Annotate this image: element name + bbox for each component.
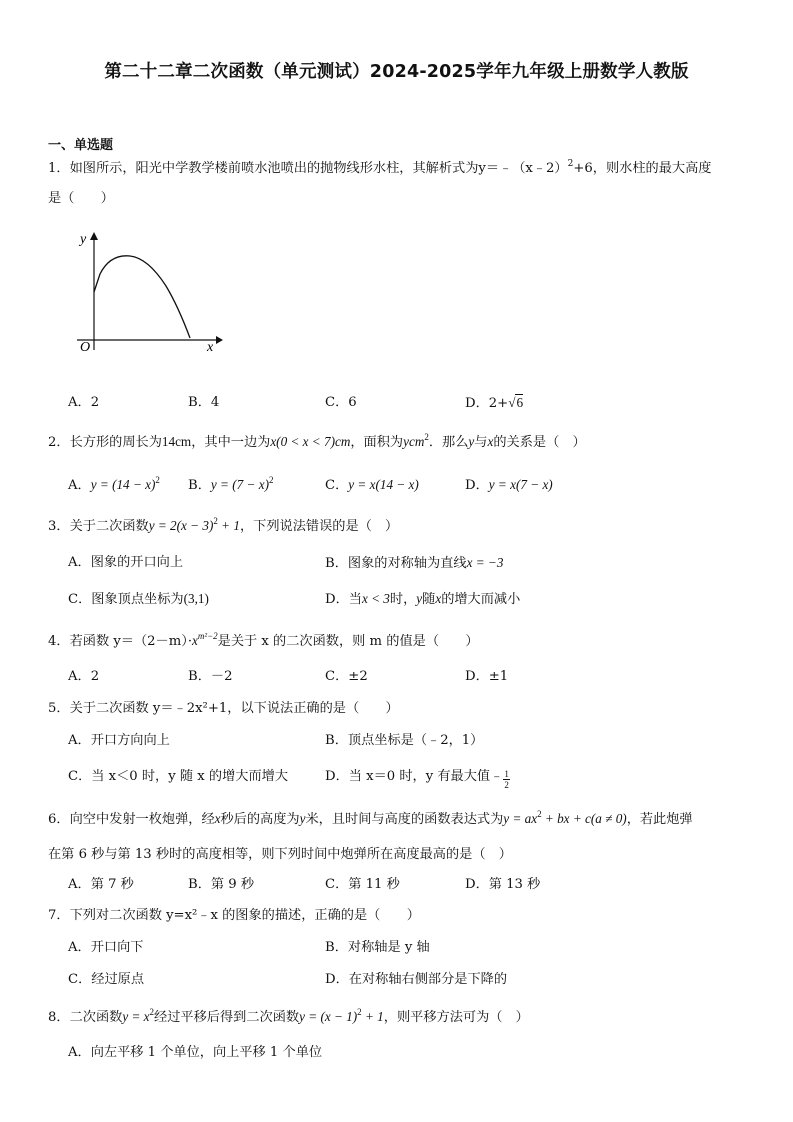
q4-option-a[interactable]: A．2 [68, 669, 100, 684]
q2-var-x: x [487, 434, 494, 449]
q3-expr: y = 2(x − 3) [148, 518, 214, 533]
x-axis-arrow [216, 336, 223, 344]
parabola-curve [94, 256, 190, 338]
q1-option-d[interactable]: D．2+√6 [465, 395, 524, 411]
q8-text-2: 经过平移后得到二次函数 [154, 1010, 300, 1025]
q5-option-d-fraction [503, 769, 510, 790]
fraction-denominator: 2 [504, 780, 509, 790]
q6-stem-line2: 在第 6 秒与第 13 秒时的高度相等，则下列时间中炮弹所在高度最高的是（ ） [48, 847, 512, 862]
q4-text-1: 4．若函数 y＝（2－m）· [48, 634, 193, 649]
q2-area-unit: ycm [403, 434, 425, 449]
q1-stem-line2: 是（ ） [48, 191, 114, 206]
origin-label: O [80, 340, 91, 355]
q3-option-d[interactable] [325, 590, 520, 609]
q8-text-3: ，则平移方法可为（ ） [383, 1010, 529, 1025]
q3-option-b-expr: x = −3 [466, 555, 504, 570]
fraction-numerator: 1 [504, 769, 509, 779]
q3-text-1: 3．关于二次函数 [48, 519, 149, 534]
q3-option-c-expr: (3,1) [183, 591, 209, 606]
q2-option-d-label: D． [465, 478, 489, 493]
q6-var-y: y [299, 811, 306, 826]
q6-text-1: 6．向空中发射一枚炮弹，经 [48, 812, 215, 827]
q3-option-b-text: B．图象的对称轴为直线 [325, 556, 467, 571]
q4-text-2: 是关于 x 的二次函数，则 m 的值是（ ） [217, 634, 479, 649]
q2-stem [48, 433, 586, 452]
q2-var-y: y [468, 434, 475, 449]
q2-option-a-sup: 2 [155, 475, 160, 485]
q2-area-sup: 2 [424, 432, 429, 442]
q3-option-c-text: C．图象顶点坐标为 [68, 592, 184, 607]
q2-option-b-expr: y = (7 − x) [210, 477, 269, 492]
q6-option-c[interactable]: C．第 11 秒 [325, 877, 400, 892]
q2-option-a-label: A． [68, 478, 91, 493]
q2-option-d-expr: y = x(7 − x) [488, 477, 553, 492]
q4-option-d[interactable]: D．±1 [465, 669, 509, 684]
q5-option-b[interactable]: B．顶点坐标是（﹣2，1） [325, 733, 484, 748]
q8-expr-2-tail: + 1 [361, 1009, 384, 1024]
q7-stem: 7．下列对二次函数 y=x²﹣x 的图象的描述，正确的是（ ） [48, 908, 420, 923]
q3-stem [48, 517, 398, 536]
q2-side-expr: x(0 < x < 7)cm [270, 434, 351, 449]
q2-option-c-expr: y = x(14 − x) [348, 477, 419, 492]
q6-option-a[interactable]: A．第 7 秒 [68, 877, 134, 892]
q8-sup-1: 2 [149, 1007, 155, 1017]
q2-option-c[interactable] [325, 476, 419, 495]
q3-sup: 2 [213, 516, 218, 526]
q1-option-c[interactable]: C．6 [325, 395, 357, 410]
q8-text-1: 8．二次函数 [48, 1010, 123, 1025]
q4-base-x: x [192, 633, 198, 648]
q7-option-b[interactable]: B．对称轴是 y 轴 [325, 940, 430, 955]
q3-text-2: ，下列说法错误的是（ ） [239, 519, 399, 534]
section-heading: 一、单选题 [48, 138, 114, 153]
q6-text-2: 秒后的高度为 [220, 812, 300, 827]
q2-perimeter: 14cm [161, 434, 192, 449]
q8-option-a[interactable]: A．向左平移 1 个单位，向上平移 1 个单位 [68, 1045, 323, 1060]
q3-option-d-var-y: y [416, 591, 423, 606]
q1-option-d-text: D．2+ [465, 396, 509, 411]
q8-expr-1: y = x [122, 1009, 150, 1024]
q7-option-d[interactable]: D．在对称轴右侧部分是下降的 [325, 972, 508, 987]
q3-option-b[interactable] [325, 554, 503, 573]
q8-stem [48, 1008, 529, 1027]
q2-option-d[interactable] [465, 476, 553, 495]
q5-option-d-text: D．当 x＝0 时，y 有最大值﹣ [325, 769, 504, 784]
q2-option-a[interactable] [68, 476, 160, 495]
q1-text: 1．如图所示，阳光中学教学楼前喷水池喷出的抛物线形水柱，其解析式为y＝﹣（x﹣2） [48, 161, 568, 176]
q6-sup: 2 [537, 809, 542, 819]
q2-option-b[interactable] [188, 476, 273, 495]
q3-option-d-text-2: 时， [389, 592, 417, 607]
q4-option-b[interactable]: B．－2 [188, 669, 233, 684]
q5-stem: 5．关于二次函数 y＝﹣2x²+1，以下说法正确的是（ ） [48, 701, 399, 716]
q1-option-a[interactable]: A．2 [68, 395, 100, 410]
q2-text-2: ，其中一边为 [191, 435, 271, 450]
q2-text-5: 与 [474, 435, 488, 450]
q2-text-3: ，面积为 [350, 435, 404, 450]
q3-option-d-var-x: x [435, 591, 442, 606]
q7-option-a[interactable]: A．开口向下 [68, 940, 144, 955]
q2-text-4: ．那么 [428, 435, 469, 450]
q8-expr-2: y = (x − 1) [299, 1009, 358, 1024]
page-title: 第二十二章二次函数（单元测试）2024-2025学年九年级上册数学人教版 [104, 62, 689, 82]
q1-stem [48, 160, 711, 178]
x-axis-label: x [207, 340, 214, 355]
q3-option-c[interactable] [68, 590, 209, 609]
q4-option-c[interactable]: C．±2 [325, 669, 368, 684]
q6-option-d[interactable]: D．第 13 秒 [465, 877, 541, 892]
q2-option-a-expr: y = (14 − x) [90, 477, 156, 492]
q5-option-c[interactable]: C．当 x＜0 时，y 随 x 的增大而增大 [68, 769, 289, 784]
q2-text-1: 2．长方形的周长为 [48, 435, 162, 450]
q6-expr: y = ax [503, 811, 538, 826]
q5-option-d[interactable] [325, 768, 510, 790]
q2-option-b-label: B． [188, 478, 211, 493]
q2-text-6: 的关系是（ ） [493, 435, 586, 450]
q2-option-b-sup: 2 [268, 475, 274, 485]
y-axis-arrow [90, 232, 98, 240]
q8-sup-2: 2 [357, 1007, 362, 1017]
q1-option-b[interactable]: B．4 [188, 395, 220, 410]
q3-option-d-expr: x < 3 [361, 591, 390, 606]
q3-option-d-text-4: 的增大而减小 [441, 592, 521, 607]
q6-option-b[interactable]: B．第 9 秒 [188, 877, 255, 892]
q2-option-c-label: C． [325, 478, 349, 493]
q4-exponent: m²−2 [197, 631, 218, 641]
q1-option-d-root: 6 [516, 395, 524, 410]
q6-text-4: ，若此炮弹 [626, 812, 693, 827]
q3-option-a[interactable]: A．图象的开口向上 [68, 555, 184, 570]
q7-option-c[interactable]: C．经过原点 [68, 972, 145, 987]
q3-option-d-text-3: 随 [422, 592, 436, 607]
y-axis-label: y [80, 232, 87, 247]
q1-exponent: 2 [567, 159, 574, 169]
q1-parabola-graph [70, 226, 230, 358]
q5-option-a[interactable]: A．开口方向向上 [68, 733, 170, 748]
q3-expr-tail: + 1 [217, 518, 240, 533]
q6-expr-tail: + bx + c(a ≠ 0) [541, 811, 627, 826]
q6-stem [48, 810, 693, 829]
q4-stem [48, 632, 479, 651]
q6-var-x: x [214, 811, 221, 826]
q3-option-d-text-1: D．当 [325, 592, 362, 607]
q6-text-3: 米，且时间与高度的函数表达式为 [305, 812, 504, 827]
q1-text-end: +6，则水柱的最大高度 [573, 161, 712, 176]
